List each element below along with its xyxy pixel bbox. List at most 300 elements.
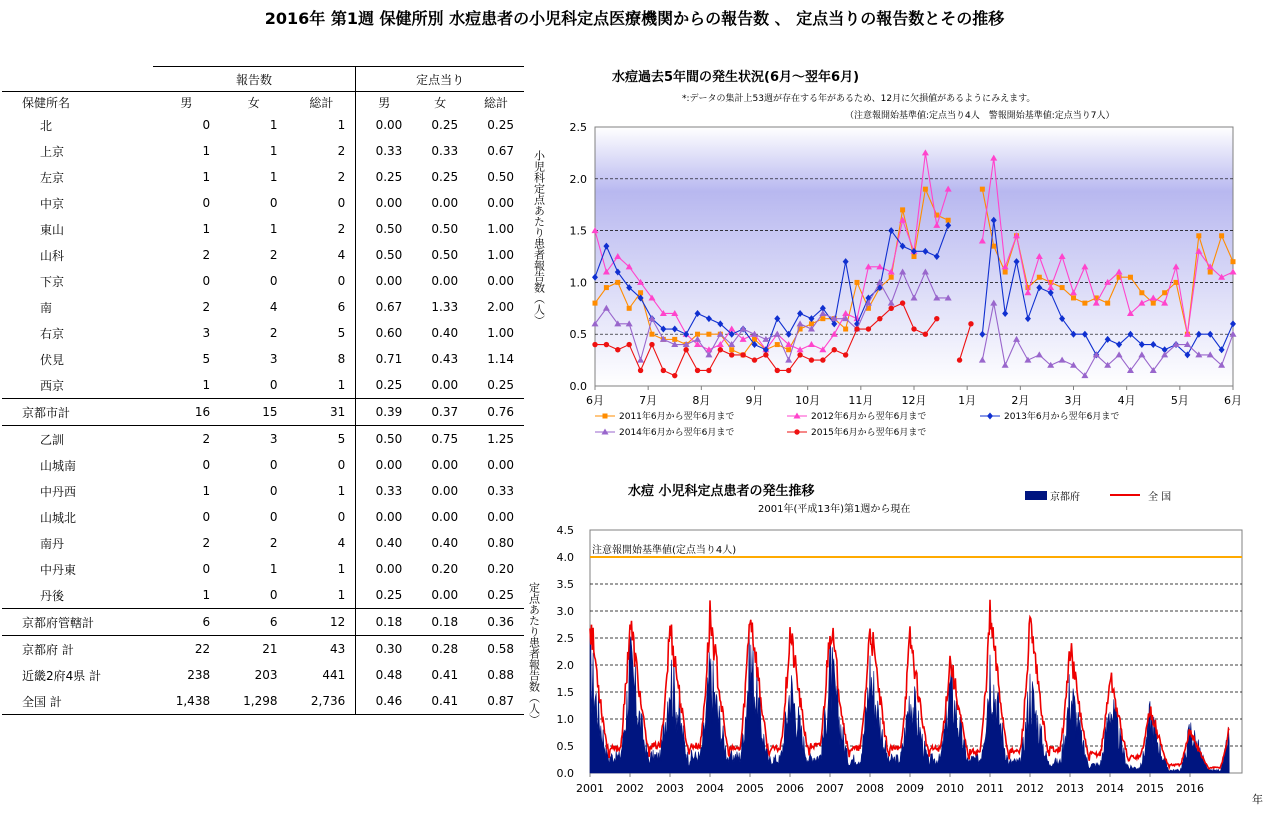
chart1-point (987, 413, 993, 420)
table-row (2, 478, 524, 504)
chart1-point (1231, 259, 1236, 264)
chart1-point (820, 316, 825, 321)
page-title: 2016年 第1週 保健所別 水痘患者の小児科定点医療機関からの報告数 、 定点当りの報告数とその推移 (264, 9, 1005, 28)
chart1-point (1071, 295, 1076, 300)
chart1-point (1105, 301, 1110, 306)
chart1-point (695, 368, 700, 373)
cell-female: 2 (269, 326, 278, 340)
cell-male-per: 0.39 (356, 399, 413, 426)
cell-male-per: 0.00 (356, 504, 413, 530)
cell-total-per: 0.00 (487, 274, 514, 288)
cell-name: 全国 計 (2, 688, 153, 715)
cell-name: 京都府管轄計 (2, 609, 153, 636)
cell-male-per: 0.67 (356, 294, 413, 320)
cell-female-per: 0.75 (431, 432, 459, 446)
cell-female-per: 0.00 (431, 588, 459, 602)
cell-name: 山城南 (40, 458, 77, 473)
chart1-legend-label: 2015年6月から翌年6月まで (811, 428, 927, 438)
cell-male-per: 0.46 (356, 688, 413, 715)
chart1-point (1219, 233, 1224, 238)
cell-female-per: 0.00 (431, 274, 459, 288)
cell-male: 1 (202, 222, 211, 236)
chart2-xtick-label: 2008 (856, 782, 884, 795)
cell-total: 4 (337, 536, 346, 550)
cell-female: 1 (269, 170, 278, 184)
chart1-point (1151, 301, 1156, 306)
cell-female-per: 0.25 (431, 118, 459, 132)
chart1-ylabel: 小児科定点あたり患者報告数（人） (532, 150, 546, 326)
cell-name: 下京 (40, 274, 65, 289)
cell-total-per: 0.00 (487, 458, 514, 472)
cell-female: 6 (220, 609, 287, 636)
cell-total: 1 (337, 588, 346, 602)
cell-female: 4 (269, 300, 278, 314)
cell-male-per: 0.50 (356, 426, 413, 453)
cell-name: 南 (40, 300, 53, 315)
cell-female-per: 0.40 (431, 326, 459, 340)
chart1-point (603, 414, 608, 419)
chart1-point (934, 316, 939, 321)
cell-male: 238 (187, 668, 211, 682)
cell-total: 441 (322, 668, 346, 682)
group-header-per-sentinel: 定点当り (356, 67, 524, 92)
cell-total-per: 0.25 (487, 378, 514, 392)
cell-male: 1 (202, 484, 211, 498)
cell-name: 右京 (40, 326, 65, 341)
table-row (2, 399, 524, 426)
chart2-xtick-label: 2002 (616, 782, 644, 795)
cell-male: 1 (202, 588, 211, 602)
cell-female-per: 0.37 (412, 399, 468, 426)
chart1-point (900, 207, 905, 212)
chart2-legend-item (1110, 490, 1171, 503)
chart1-point (1208, 270, 1213, 275)
chart1-legend-item (787, 410, 926, 422)
cell-female: 3 (269, 352, 278, 366)
cell-female: 2 (269, 248, 278, 262)
cell-female: 2 (269, 536, 278, 550)
chart2-ytick-label: 4.0 (556, 551, 574, 564)
chart1-point (991, 244, 996, 249)
chart1-point (866, 326, 871, 331)
cell-male-per: 0.00 (356, 452, 413, 478)
chart2-ytick-label: 0.0 (556, 767, 574, 780)
cell-male: 2 (202, 432, 211, 446)
cell-female: 3 (269, 432, 278, 446)
cell-total: 43 (329, 642, 346, 656)
chart1-point (615, 280, 620, 285)
cell-name: 乙訓 (40, 432, 65, 447)
cell-total-per: 1.00 (487, 222, 514, 236)
cell-female-per: 0.20 (431, 562, 459, 576)
cell-female: 0 (269, 378, 278, 392)
chart1-point (729, 352, 734, 357)
table-row (2, 426, 524, 453)
chart1-point (832, 347, 837, 352)
table-row (2, 372, 524, 399)
table-row (2, 216, 524, 242)
cell-total-per: 0.33 (487, 484, 514, 498)
cell-total: 2 (337, 222, 346, 236)
cell-male: 2 (202, 536, 211, 550)
chart2-xtick-label: 2012 (1016, 782, 1044, 795)
cell-male: 0 (202, 562, 211, 576)
chart1-point (661, 368, 666, 373)
chart1-xtick-label: 12月 (901, 394, 927, 407)
cell-total-per: 0.58 (487, 642, 514, 656)
cell-total: 8 (337, 352, 346, 366)
chart1-point (854, 326, 859, 331)
chart1-point (615, 347, 620, 352)
chart1-legend-label: 2014年6月から翌年6月まで (619, 428, 735, 438)
cell-total: 0 (337, 458, 346, 472)
cell-total: 6 (337, 300, 346, 314)
chart1-ytick-label: 2.5 (569, 121, 587, 134)
chart1-point (649, 332, 654, 337)
chart1-point (900, 300, 905, 305)
chart2-ytick-label: 3.5 (556, 578, 574, 591)
chart1-point (1139, 290, 1144, 295)
chart1-point (877, 316, 882, 321)
chart2-ytick-label: 2.0 (556, 659, 574, 672)
chart2-xtick-label: 2009 (896, 782, 924, 795)
chart1-point (923, 332, 928, 337)
chart1-point (672, 373, 677, 378)
cell-name: 左京 (40, 170, 65, 185)
chart1-ytick-label: 0.5 (569, 328, 587, 342)
chart1-point (889, 306, 894, 311)
table-row (2, 530, 524, 556)
cell-total: 2 (337, 170, 346, 184)
table-row (2, 452, 524, 478)
chart1-point (649, 342, 654, 347)
chart1-point (843, 327, 848, 332)
cell-male-per: 0.50 (356, 242, 413, 268)
cell-male: 16 (153, 399, 220, 426)
chart1-point (855, 280, 860, 285)
chart1-point (729, 347, 734, 352)
cell-male: 0 (202, 118, 211, 132)
chart1-point (604, 342, 609, 347)
cell-total: 4 (337, 248, 346, 262)
chart1-point (786, 368, 791, 373)
col-header-female-per: 女 (412, 92, 468, 113)
chart1-point (1060, 285, 1065, 290)
cell-male: 0 (202, 458, 211, 472)
cell-male: 2 (202, 248, 211, 262)
table-row (2, 556, 524, 582)
table-row (2, 294, 524, 320)
chart1-xtick-label: 2月 (1011, 394, 1030, 407)
chart1-legend-label: 2011年6月から翌年6月まで (619, 412, 735, 422)
cell-female-per: 0.00 (431, 196, 459, 210)
chart1-point (820, 357, 825, 362)
chart1-point (980, 187, 985, 192)
cell-name: 中丹西 (40, 484, 77, 499)
cell-female: 0 (269, 510, 278, 524)
chart1-point (911, 326, 916, 331)
cell-female: 1 (269, 118, 278, 132)
chart2-legend-swatch (1025, 491, 1047, 500)
col-header-female: 女 (220, 92, 287, 113)
col-header-total-per: 総計 (468, 92, 524, 113)
cell-male-per: 0.25 (356, 372, 413, 399)
table-row (2, 242, 524, 268)
cell-total-per: 1.14 (487, 352, 514, 366)
cell-total: 1 (337, 562, 346, 576)
chart2-ytick-label: 3.0 (556, 605, 574, 618)
chart1-point (706, 368, 711, 373)
cell-female-per: 0.25 (431, 170, 459, 184)
chart2-legend-label: 京都府 (1050, 492, 1080, 503)
cell-total-per: 0.20 (487, 562, 514, 576)
cell-total: 2,736 (288, 688, 356, 715)
chart2-title: 水痘 小児科定点患者の発生推移 (628, 484, 815, 499)
cell-female: 0 (269, 458, 278, 472)
chart1-point (923, 187, 928, 192)
col-header-total: 総計 (288, 92, 356, 113)
chart1-point (843, 352, 848, 357)
chart1-xtick-label: 10月 (795, 394, 821, 407)
cell-male-per: 0.00 (356, 190, 413, 216)
chart2-area-chart (520, 482, 1269, 820)
cell-name: 中丹東 (40, 562, 77, 577)
cell-female: 0 (269, 484, 278, 498)
chart2-ytick-label: 1.0 (556, 713, 574, 726)
cell-female: 0 (269, 196, 278, 210)
table-row (2, 320, 524, 346)
chart1-point (1037, 275, 1042, 280)
chart2-xtick-label: 2013 (1056, 782, 1084, 795)
chart1-point (752, 357, 757, 362)
cell-male: 6 (153, 609, 220, 636)
cell-total: 1 (337, 484, 346, 498)
chart1-point (775, 368, 780, 373)
chart1-title: 水痘過去5年間の発生状況(6月～翌年6月) (612, 70, 860, 85)
chart1-point (1082, 301, 1087, 306)
cell-total: 0 (337, 196, 346, 210)
chart2-xtick-label: 2001 (576, 782, 604, 795)
cell-male: 0 (202, 274, 211, 288)
cell-male-per: 0.48 (356, 662, 413, 688)
chart1-legend-item (595, 426, 734, 438)
cell-female: 1,298 (220, 688, 287, 715)
chart2-ytick-label: 2.5 (556, 632, 574, 645)
cell-name: 上京 (40, 144, 65, 159)
chart1-ytick-label: 1.0 (569, 276, 587, 290)
chart1-xtick-label: 6月 (586, 394, 604, 407)
cell-female-per: 0.50 (431, 248, 459, 262)
cell-total-per: 0.76 (468, 399, 524, 426)
cell-total-per: 0.50 (487, 170, 514, 184)
chart2-xtick-label: 2004 (696, 782, 724, 795)
cell-total: 0 (337, 510, 346, 524)
cell-name: 南丹 (40, 536, 65, 551)
chart1-point (627, 306, 632, 311)
cell-male-per: 0.00 (356, 556, 413, 582)
cell-female-per: 0.41 (412, 688, 468, 715)
chart1-note-2: （注意報開始基準値:定点当り4人 警報開始基準値:定点当り7人） (845, 111, 1115, 121)
chart1-legend-item (980, 410, 1119, 422)
cell-female-per: 0.00 (431, 458, 459, 472)
cell-male: 1 (202, 378, 211, 392)
chart1-point (809, 357, 814, 362)
cell-total-per: 0.25 (487, 588, 514, 602)
table-row (2, 582, 524, 609)
table-row (2, 164, 524, 190)
cell-name: 北 (40, 118, 53, 133)
chart1-point (889, 275, 894, 280)
col-header-name: 保健所名 (2, 92, 153, 113)
cell-female: 21 (262, 642, 278, 656)
chart2-xtick-label: 2015 (1136, 782, 1164, 795)
cell-total-per: 0.00 (487, 196, 514, 210)
cell-female: 1 (269, 144, 278, 158)
cell-total: 0 (337, 274, 346, 288)
chart2-xtick-label: 2011 (976, 782, 1004, 795)
chart1-point (1162, 290, 1167, 295)
chart1-xtick-label: 4月 (1117, 394, 1136, 407)
cell-name: 近畿2府4県 計 (22, 668, 102, 683)
chart1-xtick-label: 8月 (692, 394, 711, 407)
group-header-reports: 報告数 (153, 67, 356, 92)
chart1-point (763, 352, 768, 357)
cell-total-per: 2.00 (487, 300, 514, 314)
cell-male-per: 0.25 (356, 582, 413, 609)
chart1-line-chart (525, 118, 1269, 448)
cell-male: 22 (194, 642, 211, 656)
cell-male-per: 0.33 (356, 478, 413, 504)
table-row (2, 268, 524, 294)
cell-female: 0 (269, 588, 278, 602)
chart1-legend-label: 2012年6月から翌年6月まで (811, 412, 927, 422)
cell-name: 山城北 (40, 510, 77, 525)
cell-female: 0 (269, 274, 278, 288)
cell-female: 1 (269, 222, 278, 236)
cell-total-per: 0.88 (487, 668, 514, 682)
cell-male: 0 (202, 196, 211, 210)
table-row (2, 609, 524, 636)
col-header-male-per: 男 (356, 92, 413, 113)
cell-male-per: 0.00 (356, 112, 413, 138)
cell-female-per: 0.28 (431, 642, 459, 656)
cell-male: 3 (202, 326, 211, 340)
table-row (2, 636, 524, 663)
cell-total-per: 1.00 (487, 326, 514, 340)
cell-male: 1 (202, 170, 211, 184)
cell-female-per: 0.00 (431, 378, 459, 392)
chart1-point (1174, 280, 1179, 285)
cell-total-per: 0.36 (468, 609, 524, 636)
cell-total-per: 1.00 (487, 248, 514, 262)
chart1-legend-label: 2013年6月から翌年6月まで (1004, 412, 1120, 422)
chart1-xtick-label: 6月 (1224, 394, 1242, 407)
cell-name: 丹後 (40, 588, 65, 603)
chart1-point (968, 321, 973, 326)
cell-total-per: 1.25 (487, 432, 514, 446)
chart2-legend-label: 全 国 (1148, 492, 1172, 503)
cell-male: 1,438 (153, 688, 220, 715)
chart2-xtick-label: 2003 (656, 782, 684, 795)
cell-male-per: 0.00 (356, 268, 413, 294)
col-header-male: 男 (153, 92, 220, 113)
cell-name: 京都市計 (2, 399, 153, 426)
chart1-xtick-label: 1月 (958, 394, 977, 407)
chart2-xtick-label: 2005 (736, 782, 764, 795)
cell-female-per: 0.18 (412, 609, 468, 636)
cell-total: 5 (337, 326, 346, 340)
chart1-note-1: *:データの集計上53週が存在する年があるため、12月に欠損値があるようにみえます。 (682, 94, 1036, 104)
chart2-xtick-label: 2014 (1096, 782, 1124, 795)
chart2-ytick-label: 1.5 (556, 686, 574, 699)
cell-male-per: 0.50 (356, 216, 413, 242)
cell-total-per: 0.80 (487, 536, 514, 550)
chart1-legend-item (787, 426, 926, 438)
table-row (2, 112, 524, 138)
cell-male: 1 (202, 144, 211, 158)
cell-male-per: 0.25 (356, 164, 413, 190)
cell-male-per: 0.71 (356, 346, 413, 372)
chart2-threshold-label: 注意報開始基準値(定点当り4人) (592, 545, 737, 556)
chart2-xlabel: 年 (1252, 793, 1263, 806)
cell-female: 15 (220, 399, 287, 426)
chart1-point (957, 357, 962, 362)
chart1-point (1003, 270, 1008, 275)
cell-male: 0 (202, 510, 211, 524)
chart1-xtick-label: 9月 (745, 394, 764, 407)
chart1-point (638, 368, 643, 373)
chart1-ytick-label: 0.0 (569, 380, 587, 393)
cell-total: 5 (337, 432, 346, 446)
report-table (2, 66, 524, 715)
cell-female-per: 0.41 (431, 668, 459, 682)
cell-total-per: 0.67 (487, 144, 514, 158)
cell-female-per: 0.40 (431, 536, 459, 550)
chart1-xtick-label: 7月 (639, 394, 658, 407)
cell-female-per: 0.33 (431, 144, 459, 158)
chart1-point (794, 429, 799, 434)
chart2-xtick-label: 2007 (816, 782, 844, 795)
chart1-point (626, 342, 631, 347)
table-row (2, 662, 524, 688)
chart1-ytick-label: 2.0 (569, 172, 587, 186)
cell-total: 12 (288, 609, 356, 636)
cell-female-per: 0.00 (431, 510, 459, 524)
chart1-xtick-label: 3月 (1064, 394, 1083, 407)
chart2-xtick-label: 2010 (936, 782, 964, 795)
table-row (2, 138, 524, 164)
table-row (2, 688, 524, 715)
chart1-point (592, 342, 597, 347)
cell-total: 31 (288, 399, 356, 426)
chart2-xtick-label: 2006 (776, 782, 804, 795)
chart1-point (1128, 275, 1133, 280)
cell-male-per: 0.33 (356, 138, 413, 164)
cell-name: 中京 (40, 196, 65, 211)
cell-female-per: 0.00 (431, 484, 459, 498)
cell-male-per: 0.30 (356, 636, 413, 663)
cell-female-per: 0.50 (431, 222, 459, 236)
cell-total-per: 0.87 (468, 688, 524, 715)
chart1-point (683, 347, 688, 352)
chart1-point (718, 347, 723, 352)
cell-total: 1 (337, 118, 346, 132)
chart1-point (1196, 233, 1201, 238)
chart2-ylabel: 定点あたり患者報告数（人） (527, 582, 541, 725)
chart1-legend-item (595, 410, 734, 422)
cell-name: 東山 (40, 222, 65, 237)
cell-male-per: 0.18 (356, 609, 413, 636)
